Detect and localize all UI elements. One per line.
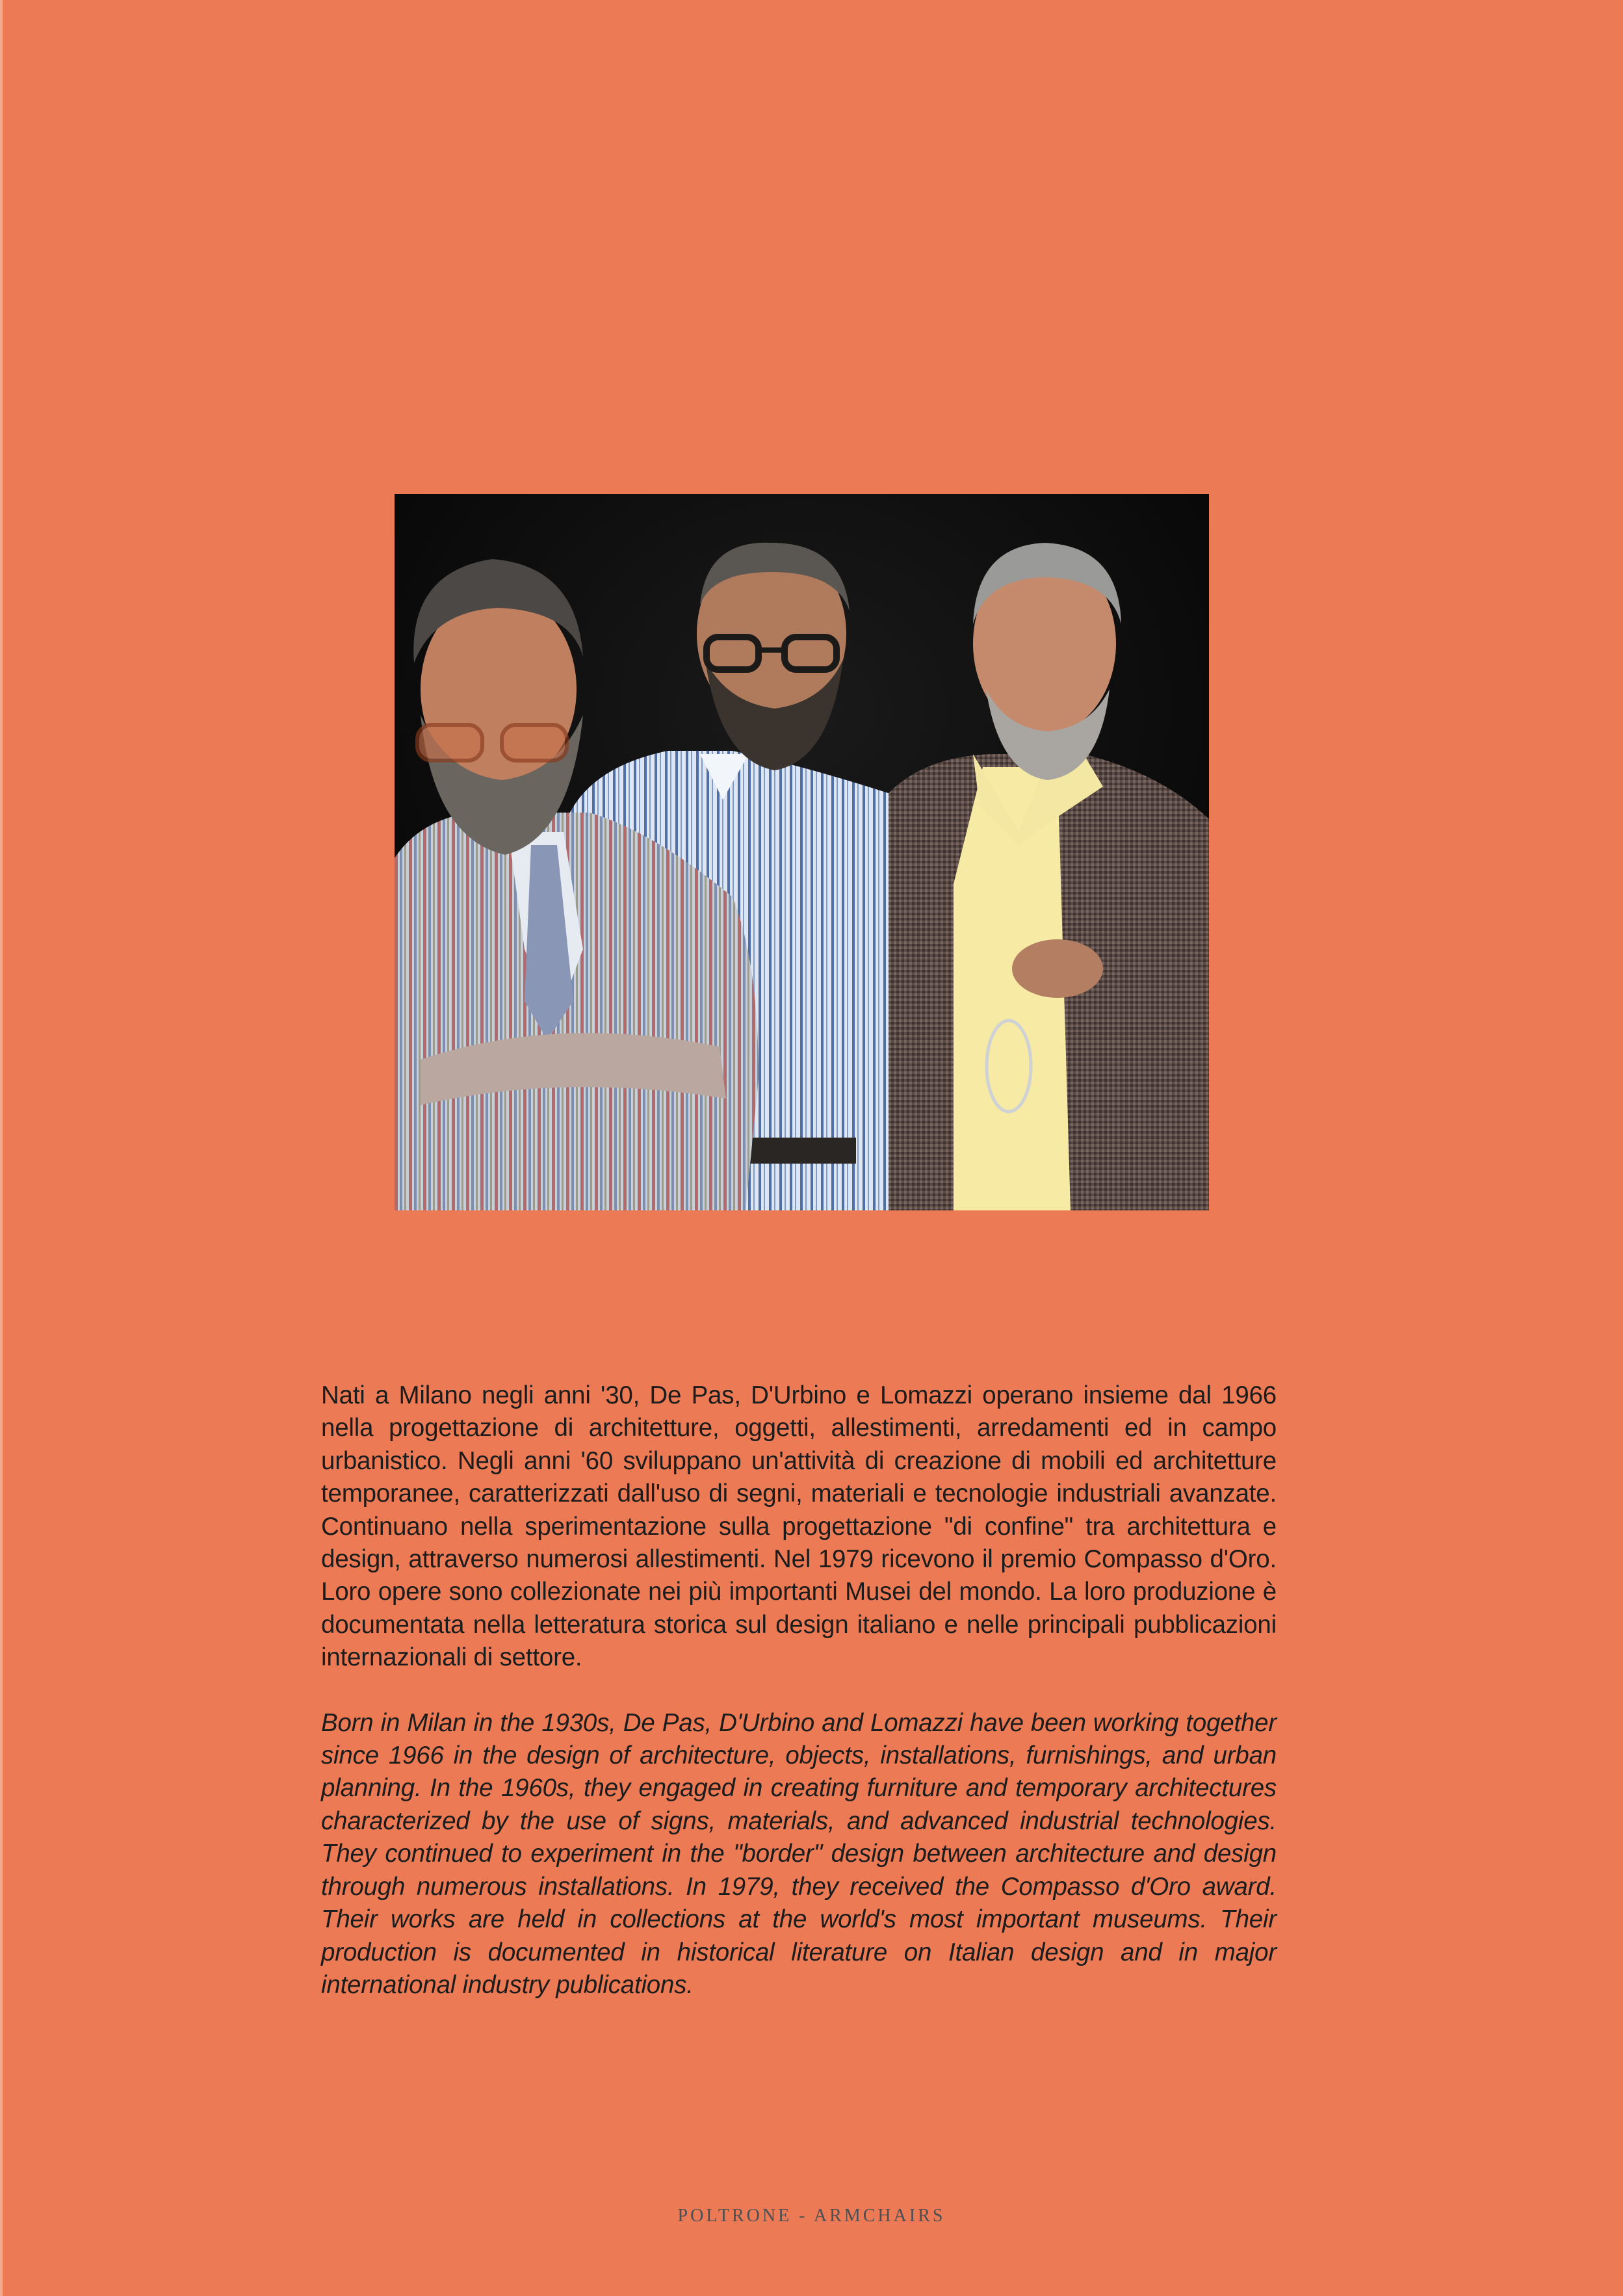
designers-photo (395, 494, 1209, 1210)
paragraph-italian: Nati a Milano negli anni '30, De Pas, D'Urbino e Lomazzi operano insieme dal 1966 nella progettazione di architetture, oggetti, allestimenti, arredamenti ed in campo urbanistico. Negli anni '60 sviluppano un'attività di creazione di mobili ed architetture temporanee, caratterizzati dall'uso di segni, materiali e tecnologie industriali avanzate. Continuano nella sperimentazione sulla progettazione "di confine" tra architettura e design, attraverso numerosi allestimenti. Nel 1979 ricevono il premio Compasso d'Oro. Loro opere sono collezionate nei più importanti Musei del mondo. La loro produzione è documentata nella letteratura storica sul design italiano e nelle principali pubblicazioni internazionali di settore. (321, 1381, 1277, 1672)
footer-section-label: POLTRONE - ARMCHAIRS (677, 2206, 946, 2226)
designers-photo-illustration (395, 494, 1209, 1210)
paragraph-english: Born in Milan in the 1930s, De Pas, D'Urbino and Lomazzi have been working together since 1966 in the design of architecture, objects, installations, furnishings, and urban planning. In the 1960s, they engaged in creating furniture and temporary architectures characterized by the use of signs, materials, and advanced industrial technologies. They continued to experiment in the "border" design between architecture and design through numerous installations. In 1979, they received the Compasso d'Oro award. Their works are held in collections at the world's most important museums. Their production is documented in historical literature on Italian design and in major international industry publications. (321, 1708, 1277, 1999)
text-block (321, 1379, 1277, 2002)
page-edge (0, 0, 3, 2296)
